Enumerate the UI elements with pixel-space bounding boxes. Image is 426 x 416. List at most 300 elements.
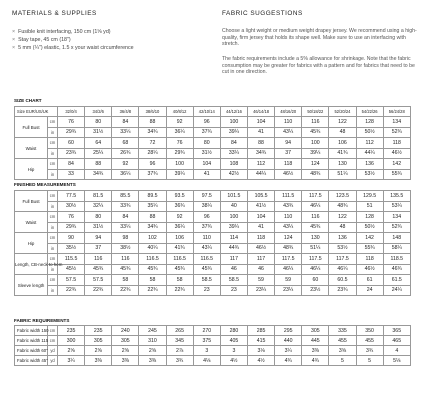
value-cell: 116.5 — [193, 254, 220, 265]
value-cell: 36¼ — [166, 222, 193, 233]
value-cell: 46½ — [356, 264, 383, 275]
value-cell: 46¾ — [383, 264, 410, 275]
value-cell: 51¼ — [329, 169, 356, 180]
value-cell: 104 — [247, 212, 274, 223]
value-cell: 94 — [85, 233, 112, 244]
unit-cell: in — [48, 243, 58, 254]
value-cell: 135.5 — [383, 191, 410, 202]
value-cell: 35½ — [58, 243, 85, 254]
value-cell: 37 — [275, 148, 302, 159]
value-cell: 59 — [247, 275, 274, 286]
value-cell: 130 — [329, 159, 356, 170]
unit-cell: cm — [48, 138, 58, 149]
value-cell: 43¼ — [275, 127, 302, 138]
value-cell: 31½ — [85, 127, 112, 138]
value-cell: 3⅜ — [302, 346, 329, 356]
value-cell: 84 — [220, 138, 247, 149]
value-cell: 23 — [220, 285, 247, 296]
unit-cell: in — [48, 127, 58, 138]
value-cell: 117.5 — [302, 191, 329, 202]
value-cell: 80 — [85, 117, 112, 128]
value-cell: 345 — [166, 336, 193, 346]
value-cell: 46½ — [383, 148, 410, 159]
size-chart-title: SIZE CHART — [14, 98, 42, 103]
value-cell: 34¾ — [139, 222, 166, 233]
value-cell: 44¼ — [356, 148, 383, 159]
value-cell: 33¼ — [220, 148, 247, 159]
value-cell: 100 — [220, 212, 247, 223]
value-cell: 117 — [220, 254, 247, 265]
value-cell: 55¾ — [383, 169, 410, 180]
value-cell: 122 — [329, 212, 356, 223]
value-cell: 335 — [329, 326, 356, 336]
value-cell: 81.5 — [85, 191, 112, 202]
value-cell: 116.5 — [166, 254, 193, 265]
value-cell: 58.5 — [220, 275, 247, 286]
unit-cell: yd — [48, 356, 58, 366]
finished-measurements-title: FINISHED MEASUREMENTS — [14, 182, 76, 187]
value-cell: 88 — [139, 117, 166, 128]
table-row — [15, 233, 411, 244]
value-cell: 118 — [383, 138, 410, 149]
size-header-cell: 56/24/28 — [383, 107, 410, 117]
value-cell: 58 — [112, 275, 139, 286]
value-cell: 41 — [247, 222, 274, 233]
value-cell: 22¾ — [58, 285, 85, 296]
unit-cell: cm — [48, 159, 58, 170]
unit-cell: cm — [48, 326, 58, 336]
value-cell: 100 — [220, 117, 247, 128]
value-cell: 41½ — [247, 201, 274, 212]
value-cell: 39¼ — [166, 169, 193, 180]
value-cell: 104 — [247, 117, 274, 128]
value-cell: 60 — [58, 138, 85, 149]
value-cell: 365 — [383, 326, 410, 336]
value-cell: 45¾ — [85, 264, 112, 275]
value-cell: 80 — [85, 212, 112, 223]
value-cell: 77.5 — [58, 191, 85, 202]
value-cell: 80 — [193, 138, 220, 149]
value-cell: 50½ — [356, 222, 383, 233]
value-cell: 22¾ — [112, 285, 139, 296]
value-cell: 117.5 — [275, 254, 302, 265]
value-cell: 45¾ — [302, 222, 329, 233]
value-cell: 3⅜ — [85, 356, 112, 366]
size-header-cell: 54/22/26 — [356, 107, 383, 117]
size-header-cell: 52/20/24 — [329, 107, 356, 117]
value-cell: 245 — [139, 326, 166, 336]
unit-cell: cm — [48, 117, 58, 128]
value-cell: 110 — [275, 117, 302, 128]
value-cell: 22¾ — [85, 285, 112, 296]
value-cell: 41¾ — [329, 148, 356, 159]
value-cell: 22¾ — [166, 285, 193, 296]
table-row — [15, 148, 411, 159]
size-header-cell: 32/0/4 — [58, 107, 85, 117]
size-header-cell: 34/2/6 — [85, 107, 112, 117]
value-cell: 23¾ — [329, 285, 356, 296]
value-cell: 3 — [220, 346, 247, 356]
value-cell: 51 — [356, 201, 383, 212]
value-cell: 23½ — [302, 285, 329, 296]
value-cell: 240 — [112, 326, 139, 336]
measurement-label: Full Bust — [15, 191, 48, 212]
value-cell: 92 — [166, 117, 193, 128]
value-cell: 41 — [193, 169, 220, 180]
table-row — [15, 138, 411, 149]
value-cell: 46 — [247, 264, 274, 275]
value-cell: 29¾ — [58, 127, 85, 138]
value-cell: 455 — [329, 336, 356, 346]
measurement-label: Sleeve length — [15, 275, 48, 296]
measurement-label: Full Bust — [15, 117, 48, 138]
table-row — [15, 212, 411, 223]
value-cell: 34¾ — [85, 169, 112, 180]
value-cell: 25¼ — [85, 148, 112, 159]
value-cell: 23¾ — [58, 148, 85, 159]
value-cell: 46¼ — [302, 264, 329, 275]
fabric-allowance-text: The fabric requirements include a 5% allowance for shrinkage. Note that the fabric consumption may be greater for fabrics with a pattern and for fabrics that need to be cut in one direction. — [222, 56, 415, 76]
value-cell: 37¾ — [193, 127, 220, 138]
value-cell: 97.5 — [193, 191, 220, 202]
value-cell: 101.5 — [220, 191, 247, 202]
value-cell: 108 — [220, 159, 247, 170]
size-header-cell: 42/10/14 — [193, 107, 220, 117]
value-cell: 100 — [166, 159, 193, 170]
value-cell: 123.5 — [329, 191, 356, 202]
value-cell: 106 — [166, 233, 193, 244]
unit-cell: in — [48, 169, 58, 180]
value-cell: 440 — [275, 336, 302, 346]
value-cell: 2⅝ — [139, 346, 166, 356]
value-cell: 38¼ — [193, 201, 220, 212]
value-cell: 305 — [112, 336, 139, 346]
value-cell: 26¾ — [112, 148, 139, 159]
value-cell: 4½ — [220, 356, 247, 366]
value-cell: 117.5 — [302, 254, 329, 265]
unit-cell: cm — [48, 275, 58, 286]
value-cell: 110 — [275, 212, 302, 223]
value-cell: 40¼ — [139, 243, 166, 254]
table-row — [15, 356, 411, 366]
fabric-width-label: Fabric width 150 — [15, 326, 48, 336]
value-cell: 2⅝ — [58, 346, 85, 356]
value-cell: 128 — [356, 212, 383, 223]
value-cell: 142 — [383, 159, 410, 170]
fabric-width-label: Fabric width 45" — [15, 356, 48, 366]
table-row — [15, 275, 411, 286]
value-cell: 57.5 — [58, 275, 85, 286]
value-cell: 3¾ — [166, 356, 193, 366]
value-cell: 48 — [329, 127, 356, 138]
size-chart-table — [14, 106, 411, 180]
value-cell: 33¼ — [112, 222, 139, 233]
value-cell: 310 — [139, 336, 166, 346]
materials-item: × Stay tape, 45 cm (18") — [12, 36, 212, 44]
unit-cell: yd — [48, 346, 58, 356]
value-cell: 270 — [193, 326, 220, 336]
value-cell: 50½ — [356, 127, 383, 138]
value-cell: 41¾ — [166, 243, 193, 254]
value-cell: 44¼ — [247, 169, 274, 180]
value-cell: 59 — [275, 275, 302, 286]
value-cell: 36¼ — [112, 169, 139, 180]
value-cell: 24 — [356, 285, 383, 296]
value-cell: 45½ — [58, 264, 85, 275]
value-cell: 3⅝ — [329, 346, 356, 356]
value-cell: 37¾ — [139, 169, 166, 180]
table-row — [15, 201, 411, 212]
value-cell: 88 — [85, 159, 112, 170]
value-cell: 98 — [112, 233, 139, 244]
value-cell: 84 — [58, 159, 85, 170]
value-cell: 285 — [247, 326, 274, 336]
size-header-cell: 50/18/22 — [302, 107, 329, 117]
fabric-width-label: Fabric width 60" — [15, 346, 48, 356]
value-cell: 3⅛ — [247, 346, 274, 356]
value-cell: 235 — [85, 326, 112, 336]
value-cell: 118 — [275, 159, 302, 170]
value-cell: 88 — [247, 138, 274, 149]
value-cell: 116 — [302, 117, 329, 128]
value-cell: 4¾ — [275, 356, 302, 366]
value-cell: 117 — [247, 254, 274, 265]
value-cell: 3¼ — [275, 346, 302, 356]
value-cell: 116 — [85, 254, 112, 265]
value-cell: 112 — [356, 138, 383, 149]
value-cell: 48¾ — [275, 243, 302, 254]
unit-cell: cm — [48, 212, 58, 223]
value-cell: 33¾ — [112, 201, 139, 212]
value-cell: 58¼ — [383, 243, 410, 254]
value-cell: 93.5 — [166, 191, 193, 202]
unit-cell: in — [48, 201, 58, 212]
unit-cell: in — [48, 148, 58, 159]
value-cell: 23¼ — [247, 285, 274, 296]
size-header-cell: 48/16/20 — [275, 107, 302, 117]
value-cell: 88 — [139, 212, 166, 223]
value-cell: 94 — [275, 138, 302, 149]
value-cell: 48 — [329, 222, 356, 233]
size-header-label: Size EUR/US/UK — [15, 107, 58, 117]
table-row — [15, 254, 411, 265]
fabric-width-label: Fabric width 115 — [15, 336, 48, 346]
fabric-requirements-table — [14, 325, 411, 366]
value-cell: 34¾ — [139, 127, 166, 138]
table-row — [15, 191, 411, 202]
value-cell: 116 — [302, 212, 329, 223]
value-cell: 45¾ — [166, 264, 193, 275]
measurement-label: Waist — [15, 212, 48, 233]
value-cell: 84 — [112, 212, 139, 223]
value-cell: 43¼ — [275, 222, 302, 233]
value-cell: 415 — [247, 336, 274, 346]
value-cell: 2⅝ — [85, 346, 112, 356]
value-cell: 52¾ — [383, 222, 410, 233]
value-cell: 22¾ — [139, 285, 166, 296]
value-cell: 128 — [356, 117, 383, 128]
value-cell: 44¾ — [220, 243, 247, 254]
size-header-cell: 38/6/10 — [139, 107, 166, 117]
value-cell: 90 — [58, 233, 85, 244]
value-cell: 48¾ — [329, 201, 356, 212]
value-cell: 89.5 — [139, 191, 166, 202]
value-cell: 40 — [220, 201, 247, 212]
value-cell: 118 — [356, 254, 383, 265]
value-cell: 46½ — [275, 169, 302, 180]
value-cell: 305 — [302, 326, 329, 336]
unit-cell: in — [48, 264, 58, 275]
value-cell: 117.5 — [329, 254, 356, 265]
table-row — [15, 264, 411, 275]
materials-item: × Fusible knit interfacing, 150 cm (1⅝ yd) — [12, 28, 212, 36]
value-cell: 124 — [275, 233, 302, 244]
value-cell: 45¾ — [139, 264, 166, 275]
materials-title: MATERIALS & SUPPLIES — [12, 10, 97, 17]
value-cell: 3¼ — [58, 356, 85, 366]
value-cell: 118.5 — [383, 254, 410, 265]
value-cell: 31½ — [193, 148, 220, 159]
value-cell: 34¾ — [247, 148, 274, 159]
value-cell: 445 — [302, 336, 329, 346]
value-cell: 29¾ — [58, 222, 85, 233]
value-cell: 39¼ — [302, 148, 329, 159]
value-cell: 85.5 — [112, 191, 139, 202]
value-cell: 134 — [383, 117, 410, 128]
value-cell: 51¼ — [302, 243, 329, 254]
unit-cell: in — [48, 222, 58, 233]
value-cell: 4¾ — [302, 356, 329, 366]
value-cell: 58 — [139, 275, 166, 286]
value-cell: 31½ — [85, 222, 112, 233]
value-cell: 33 — [58, 169, 85, 180]
value-cell: 30½ — [58, 201, 85, 212]
value-cell: 5⅛ — [383, 356, 410, 366]
value-cell: 35¼ — [139, 201, 166, 212]
measurement-label: Waist — [15, 138, 48, 159]
value-cell: 53¼ — [383, 201, 410, 212]
value-cell: 118 — [247, 233, 274, 244]
value-cell: 96 — [193, 212, 220, 223]
value-cell: 105.5 — [247, 191, 274, 202]
table-row — [15, 336, 411, 346]
size-header-row — [15, 107, 411, 117]
finished-measurements-table — [14, 190, 411, 296]
size-header-cell: 40/8/12 — [166, 107, 193, 117]
size-header-cell: 36/4/8 — [112, 107, 139, 117]
value-cell: 265 — [166, 326, 193, 336]
unit-cell: cm — [48, 233, 58, 244]
table-row — [15, 159, 411, 170]
value-cell: 136 — [356, 159, 383, 170]
value-cell: 2⅝ — [112, 346, 139, 356]
value-cell: 3⅜ — [139, 356, 166, 366]
value-cell: 68 — [112, 138, 139, 149]
value-cell: 58 — [166, 275, 193, 286]
value-cell: 23¼ — [275, 285, 302, 296]
table-row — [15, 285, 411, 296]
value-cell: 60.5 — [329, 275, 356, 286]
value-cell: 64 — [85, 138, 112, 149]
value-cell: 300 — [58, 336, 85, 346]
value-cell: 136 — [329, 233, 356, 244]
value-cell: 124 — [302, 159, 329, 170]
value-cell: 23 — [193, 285, 220, 296]
value-cell: 42½ — [220, 169, 247, 180]
value-cell: 46 — [220, 264, 247, 275]
table-row — [15, 326, 411, 336]
value-cell: 111.5 — [275, 191, 302, 202]
value-cell: 122 — [329, 117, 356, 128]
value-cell: 295 — [275, 326, 302, 336]
value-cell: 305 — [85, 336, 112, 346]
value-cell: 45¾ — [302, 127, 329, 138]
value-cell: 455 — [356, 336, 383, 346]
value-cell: 46½ — [247, 243, 274, 254]
value-cell: 53½ — [356, 169, 383, 180]
value-cell: 46¼ — [329, 264, 356, 275]
value-cell: 55¾ — [356, 243, 383, 254]
table-row — [15, 243, 411, 254]
measurement-label: Hip — [15, 233, 48, 254]
value-cell: 102 — [139, 233, 166, 244]
value-cell: 129.5 — [356, 191, 383, 202]
value-cell: 76 — [166, 138, 193, 149]
value-cell: 46¼ — [302, 201, 329, 212]
value-cell: 235 — [58, 326, 85, 336]
table-row — [15, 346, 411, 356]
value-cell: 37¾ — [193, 222, 220, 233]
value-cell: 28¼ — [139, 148, 166, 159]
value-cell: 76 — [58, 212, 85, 223]
value-cell: 4 — [383, 346, 410, 356]
size-header-cell: 44/12/16 — [220, 107, 247, 117]
materials-list — [12, 28, 212, 53]
value-cell: 3¾ — [356, 346, 383, 356]
value-cell: 106 — [329, 138, 356, 149]
value-cell: 142 — [356, 233, 383, 244]
value-cell: 280 — [220, 326, 247, 336]
value-cell: 130 — [302, 233, 329, 244]
value-cell: 33¼ — [112, 127, 139, 138]
fabric-requirements-title: FABRIC REQUIREMENTS — [14, 318, 70, 323]
value-cell: 29¾ — [166, 148, 193, 159]
unit-cell: cm — [48, 336, 58, 346]
value-cell: 96 — [139, 159, 166, 170]
value-cell: 72 — [139, 138, 166, 149]
table-row — [15, 169, 411, 180]
value-cell: 52¾ — [383, 127, 410, 138]
value-cell: 57.5 — [85, 275, 112, 286]
value-cell: 3⅜ — [112, 356, 139, 366]
value-cell: 96 — [193, 117, 220, 128]
value-cell: 350 — [356, 326, 383, 336]
value-cell: 58.5 — [193, 275, 220, 286]
value-cell: 100 — [302, 138, 329, 149]
value-cell: 46¼ — [275, 264, 302, 275]
value-cell: 2⅞ — [166, 346, 193, 356]
unit-cell: cm — [48, 191, 58, 202]
value-cell: 36¼ — [166, 127, 193, 138]
value-cell: 5 — [356, 356, 383, 366]
table-row — [15, 117, 411, 128]
table-row — [15, 127, 411, 138]
value-cell: 43¾ — [275, 201, 302, 212]
value-cell: 32¼ — [85, 201, 112, 212]
value-cell: 61.5 — [383, 275, 410, 286]
value-cell: 45¾ — [193, 264, 220, 275]
value-cell: 43¼ — [193, 243, 220, 254]
